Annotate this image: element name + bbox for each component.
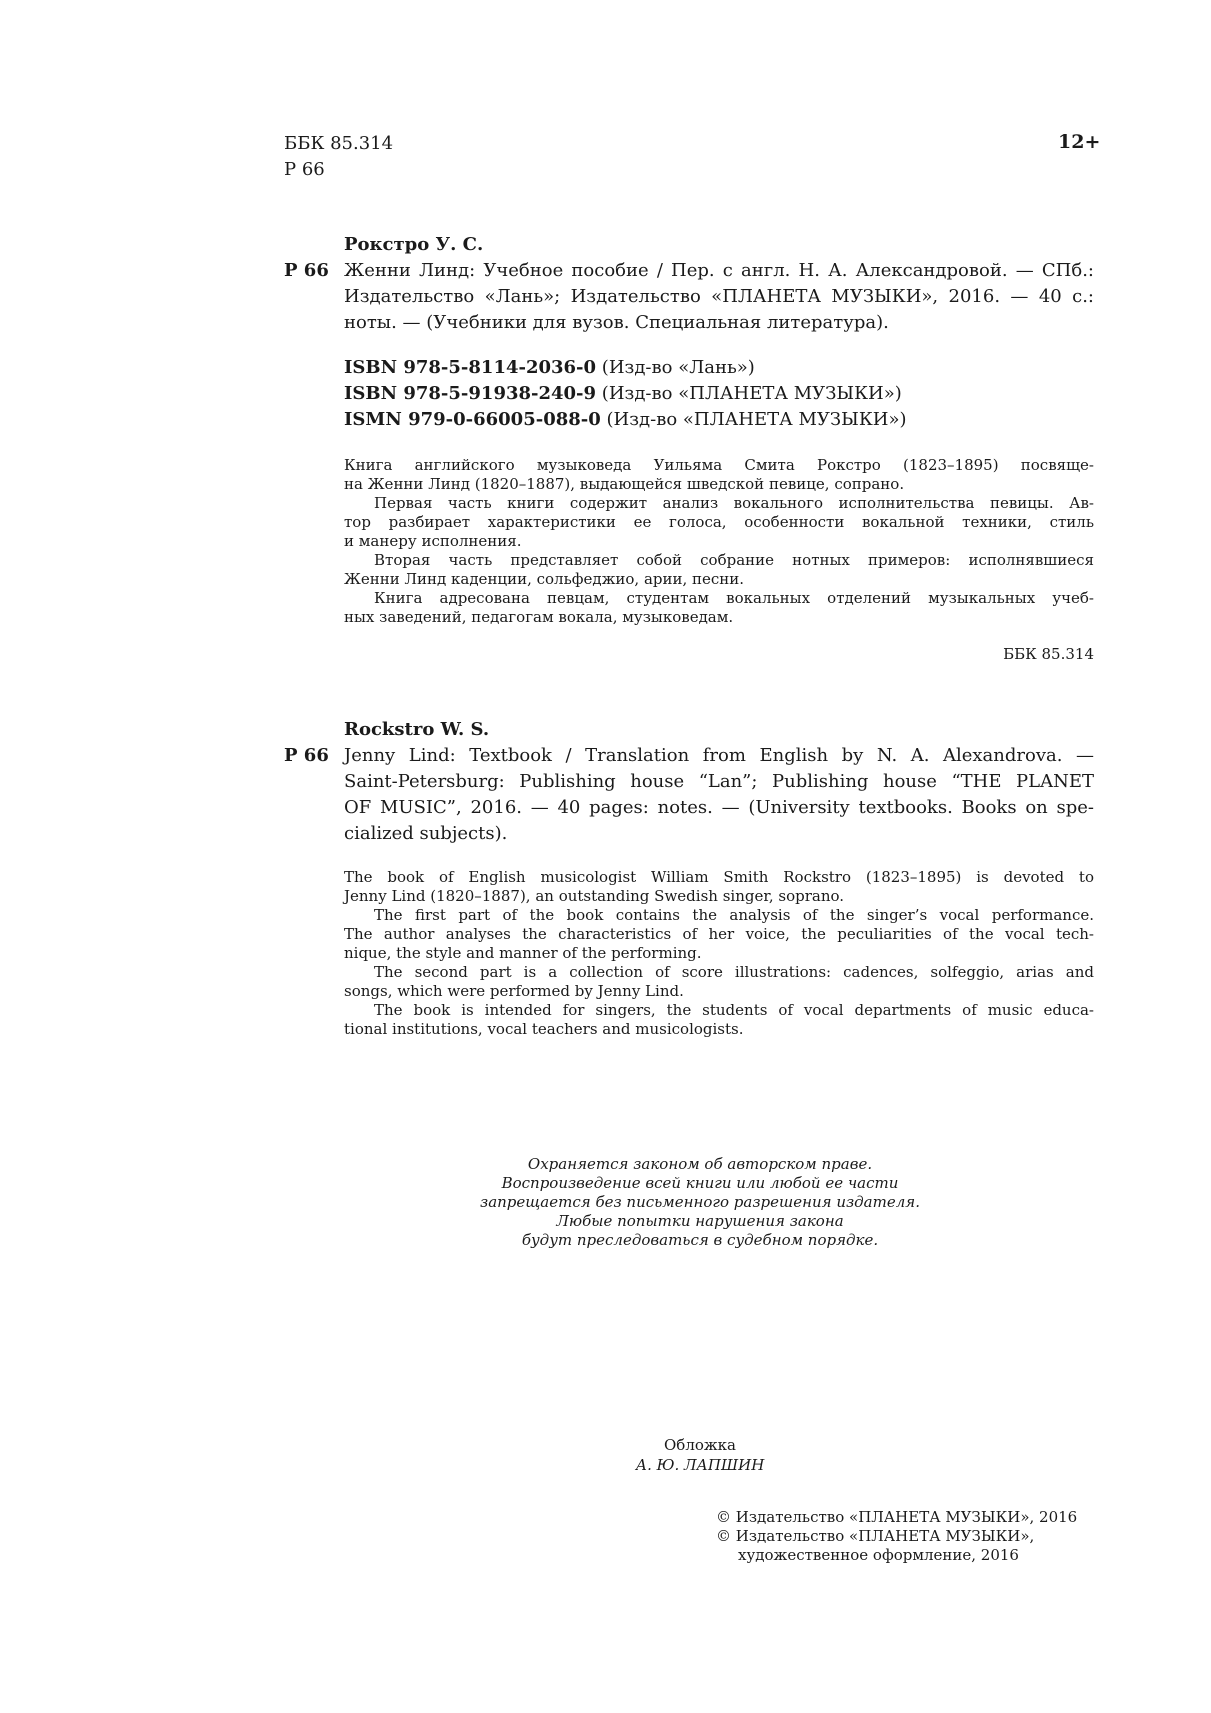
ru-desc-line: ноты. — (Учебники для вузов. Специальная литература). — [344, 312, 889, 333]
ru-code: Р 66 — [284, 260, 329, 281]
age-rating: 12+ — [1058, 131, 1101, 153]
cover-label: Обложка — [663, 1436, 736, 1454]
ru-desc-line: Женни Линд: Учебное пособие / Пер. с англ. Н. А. Александровой. — СПб.: — [344, 260, 1094, 281]
en-abstract-line: The author analyses the characteristics of her voice, the peculiarities of the vocal tech- — [344, 925, 1094, 943]
ru-abstract-line: Вторая часть представляет собой собрание нотных примеров: исполнявшиеся — [374, 551, 1094, 569]
en-abstract-line: The book of English musicologist William Smith Rockstro (1823–1895) is devoted to — [344, 868, 1094, 886]
en-abstract-line: The book is intended for singers, the students of vocal departments of music educa- — [374, 1001, 1094, 1019]
en-desc-line: Jenny Lind: Textbook / Translation from English by N. A. Alexandrova. — — [344, 745, 1094, 766]
ru-abstract-line: и манеру исполнения. — [344, 532, 522, 550]
cover-designer: А. Ю. ЛАПШИН — [635, 1456, 765, 1474]
ru-abstract-line: Книга английского музыковеда Уильяма Смита Рокстро (1823–1895) посвяще- — [344, 456, 1094, 474]
copyright-line: художественное оформление, 2016 — [738, 1546, 1019, 1564]
en-abstract-line: The second part is a collection of score illustrations: cadences, solfeggio, arias and — [374, 963, 1094, 981]
isbn-line — [344, 383, 902, 404]
en-abstract-line: nique, the style and manner of the performing. — [344, 944, 702, 962]
isbn-publisher: (Изд-во «Лань») — [601, 357, 755, 378]
ru-abstract-line: ных заведений, педагогам вокала, музыковедам. — [344, 608, 734, 626]
isbn-publisher: (Изд-во «ПЛАНЕТА МУЗЫКИ») — [601, 383, 902, 404]
ismn-number: ISMN 979-0-66005-088-0 — [344, 409, 601, 430]
notice-line: Воспроизведение всей книги или любой ее части — [501, 1174, 899, 1192]
ru-abstract-line: Книга адресована певцам, студентам вокальных отделений музыкальных учеб- — [374, 589, 1094, 607]
isbn-line — [344, 357, 755, 378]
en-abstract-line: Jenny Lind (1820–1887), an outstanding Swedish singer, soprano. — [344, 887, 845, 905]
en-abstract-line: The first part of the book contains the analysis of the singer’s vocal performance. — [374, 906, 1094, 924]
isbn-number: ISBN 978-5-8114-2036-0 — [344, 357, 597, 378]
ru-desc-line: Издательство «Лань»; Издательство «ПЛАНЕТА МУЗЫКИ», 2016. — 40 с.: — [344, 286, 1094, 307]
ru-author: Рокстро У. С. — [344, 234, 484, 255]
header-bbk: ББК 85.314 — [284, 133, 394, 154]
ismn-publisher: (Изд-во «ПЛАНЕТА МУЗЫКИ») — [606, 409, 907, 430]
en-desc-line: OF MUSIC”, 2016. — 40 pages: notes. — (University textbooks. Books on spe- — [344, 797, 1094, 818]
header-code: Р 66 — [284, 159, 325, 180]
en-author: Rockstro W. S. — [344, 719, 490, 740]
en-desc-line: Saint-Petersburg: Publishing house “Lan”; Publishing house “THE PLANET — [344, 771, 1094, 792]
notice-line: Охраняется законом об авторском праве. — [527, 1155, 873, 1173]
ru-abstract-line: на Женни Линд (1820–1887), выдающейся шведской певице, сопрано. — [344, 475, 905, 493]
notice-line: Любые попытки нарушения закона — [556, 1212, 844, 1230]
copyright-line: © Издательство «ПЛАНЕТА МУЗЫКИ», — [716, 1527, 1035, 1545]
ru-abstract-line: тор разбирает характеристики ее голоса, особенности вокальной техники, стиль — [344, 513, 1094, 531]
ismn-line — [344, 409, 906, 430]
en-abstract-line: songs, which were performed by Jenny Lind. — [344, 982, 684, 1000]
copyright-line: © Издательство «ПЛАНЕТА МУЗЫКИ», 2016 — [716, 1508, 1078, 1526]
ru-abstract-line: Первая часть книги содержит анализ вокального исполнительства певицы. Ав- — [374, 494, 1094, 512]
en-desc-line: cialized subjects). — [344, 823, 508, 844]
notice-line: будут преследоваться в судебном порядке. — [521, 1231, 879, 1249]
isbn-number: ISBN 978-5-91938-240-9 — [344, 383, 597, 404]
ru-bbk: ББК 85.314 — [1003, 645, 1094, 663]
notice-line: запрещается без письменного разрешения издателя. — [480, 1193, 920, 1211]
en-abstract-line: tional institutions, vocal teachers and musicologists. — [344, 1020, 744, 1038]
copyright-notice — [400, 1155, 1000, 1250]
ru-abstract-line: Женни Линд каденции, сольфеджио, арии, песни. — [344, 570, 745, 588]
en-code: P 66 — [284, 745, 329, 766]
